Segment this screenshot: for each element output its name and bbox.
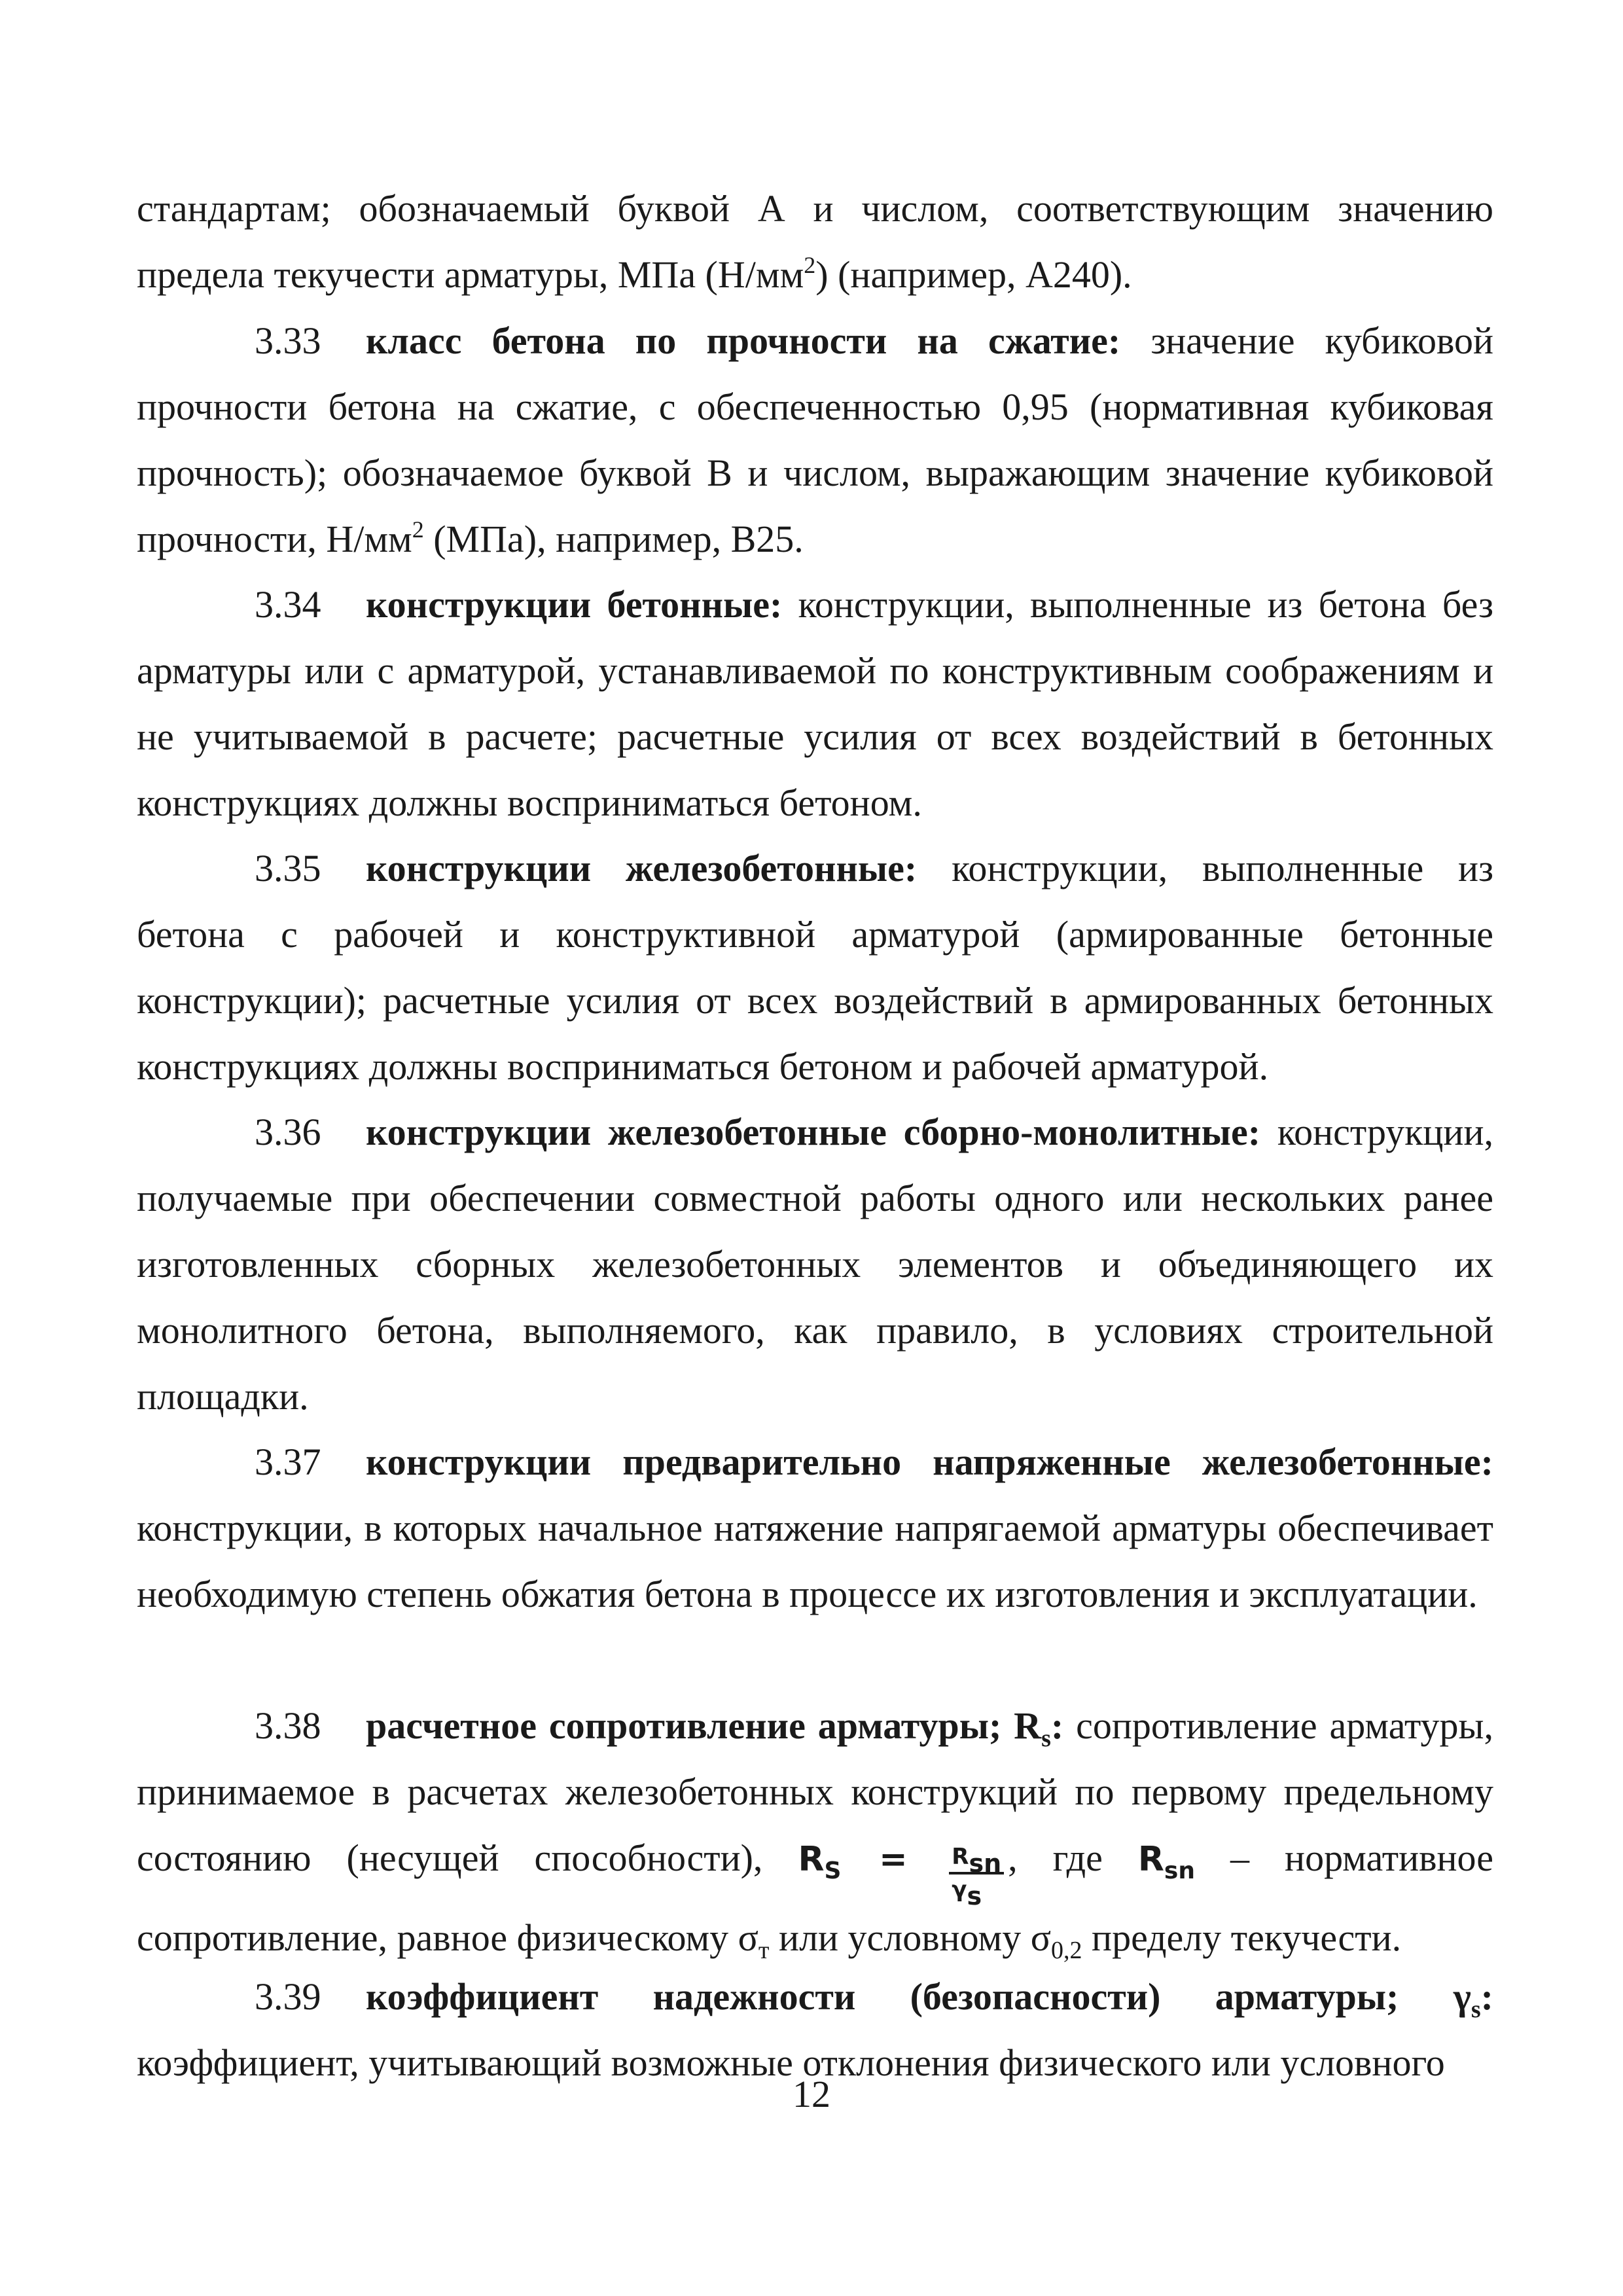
clause-number: 3.34: [255, 583, 321, 626]
definition-text: или условному σ: [769, 1916, 1052, 1959]
subscript: 0,2: [1051, 1937, 1082, 1964]
definition-text-end: (МПа), например, В25.: [423, 518, 804, 560]
intro-paragraph: [137, 175, 1493, 308]
definition-text: значение кубиковой прочности бетона на сжатие, с обеспеченностью 0,95 (нормативная кубиковая прочность); обозначаемое буквой В и числом, выражающим значение кубиковой прочности, Н/мм: [137, 319, 1493, 560]
clause-number: 3.36: [255, 1111, 321, 1153]
term-title: конструкции железобетонные сборно-монолитные:: [366, 1111, 1261, 1153]
term-title: класс бетона по прочности на сжатие:: [366, 319, 1121, 362]
formula-fraction: $\frac{R_{sn}}{\gamma_s}$: [949, 1842, 1004, 1905]
clause-number: 3.38: [255, 1704, 321, 1747]
term-title: коэффициент надежности (безопасности) арматуры; $\gamma_s$:: [366, 1975, 1493, 2023]
paragraph-3-33: [137, 308, 1493, 572]
paragraph-3-38: [137, 1693, 1493, 1971]
intro-text: стандартам; обозначаемый буквой А и числом, соответствующим значению предела текучести арматуры, МПа (Н/мм: [137, 187, 1493, 296]
clause-number: 3.35: [255, 847, 321, 889]
superscript: 2: [412, 516, 424, 543]
definition-text-end: пределу текучести.: [1082, 1916, 1402, 1959]
definition-text: конструкции, получаемые при обеспечении совместной работы одного или нескольких ранее изготовленных сборных железобетонных элементов и объединяющего их монолитного бетона, выполняемого, как правило, в условиях строительной площадки.: [137, 1111, 1493, 1418]
definition-text: коэффициент, учитывающий возможные отклонения физического или условного: [137, 2041, 1445, 2084]
definition-text: , где: [1008, 1837, 1138, 1879]
formula-rsn: $R_{sn}$: [1137, 1840, 1195, 1884]
clause-number: 3.39: [255, 1975, 321, 2018]
paragraph-3-34: [137, 571, 1493, 836]
term-title: конструкции бетонные:: [366, 583, 783, 626]
definition-text: конструкции, выполненные из бетона без арматуры или с арматурой, устанавливаемой по конструктивным соображениям и не учитываемой в расчете; расчетные усилия от всех воздействий в бетонных конструкциях должны восприниматься бетоном.: [137, 583, 1493, 824]
definition-text: конструкции, выполненные из бетона с рабочей и конструктивной арматурой (армированные бетонные конструкции); расчетные усилия от всех воздействий в армированных бетонных конструкциях должны восприниматься бетоном и рабочей арматурой.: [137, 847, 1494, 1088]
definition-text: – нормативное сопротивление, равное физическому σ: [137, 1837, 1493, 1959]
term-title: конструкции железобетонные:: [366, 847, 918, 889]
page-number: 12: [793, 2073, 830, 2115]
paragraph-3-35: [137, 835, 1493, 1100]
intro-text-end: ) (например, А240).: [815, 253, 1132, 296]
superscript: 2: [804, 252, 816, 278]
definition-text: конструкции, в которых начальное натяжение напрягаемой арматуры обеспечивает необходимую степень обжатия бетона в процессе их изготовления и эксплуатации.: [137, 1507, 1493, 1615]
paragraph-3-36: [137, 1099, 1493, 1429]
term-title: конструкции предварительно напряженные железобетонные:: [366, 1441, 1493, 1483]
clause-number: 3.37: [255, 1441, 321, 1483]
paragraph-3-37: [137, 1429, 1493, 1627]
formula-rs: $R_S$ =: [798, 1840, 946, 1884]
term-title: расчетное сопротивление арматуры; $R_s$:: [366, 1704, 1064, 1752]
clause-number: 3.33: [255, 319, 321, 362]
definition-text: сопротивление арматуры, принимаемое в расчетах железобетонных конструкций по первому предельному состоянию (несущей способности),: [137, 1704, 1493, 1879]
subscript: т: [758, 1937, 770, 1964]
